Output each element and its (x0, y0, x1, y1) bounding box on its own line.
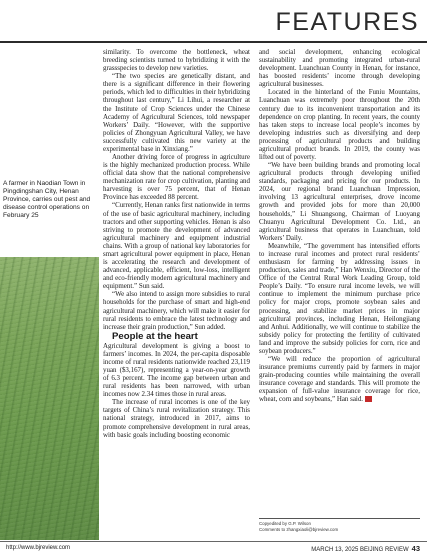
article-column-1 (103, 48, 250, 439)
paragraph: Agricultural development is giving a boost to farmers’ incomes. In 2024, the per-capita disposable income of rural residents nationwide reached 23,119 yuan ($3,167), representing a year-on-year growth of 6.3 percent. The income gap between urban and rural residents has been narrowed, with urban incomes now 2.34 times those in rural areas. (103, 341, 250, 399)
paragraph: Meanwhile, “The government has intensified efforts to increase rural incomes and protect rural residents’ enthusiasm for farming by addressing issues in production, sales and trade,” Han Wenxiu, Director of the Office of the Central Rural Work Leading Group, told People’s Daily. “To ensure rural income levels, we will continue to implement the minimum purchase price policy for major crops, promote soybean sales and processing, and stabilize market prices in major agricultural provinces, including Henan, Heilongjiang and Anhui. Additionally, we will continue to stabilize the subsidy policy for protecting the fertility of cultivated land and improve the subsidy policies for corn, rice and soybean producers.” (259, 241, 420, 355)
issue-label: MARCH 13, 2025 BEIJING REVIEW (311, 547, 409, 553)
footer-issue (311, 544, 420, 553)
paragraph: “Currently, Henan ranks first nationwide in terms of the use of basic agricultural machinery, including tractors and other supporting vehicles. Henan is also striving to promote the development of advanced agricultural machinery and equipment industrial chains. With a group of national key laboratories for smart agricultural power equipment in place, Henan is accelerating the research and development of advanced, applicable, efficient, low-loss, intelligent and eco-friendly modern agricultural machinery and equipment.” Sun said. (103, 201, 250, 291)
end-mark-icon (365, 396, 372, 402)
paragraph-text: “We will reduce the proportion of agricultural insurance premiums currently paid by farmers in major grain-producing counties while maintaining the overall insurance coverage and standards. This will promote the expansion of full-value insurance coverage for rice, wheat, corn and soybeans,” Han said. (259, 354, 420, 404)
paragraph: Another driving force of progress in agriculture is the highly mechanized production process. While official data show that the national comprehensive mechanization rate for crop cultivation, planting and harvesting is over 75 percent, that of Henan Province has exceeded 88 percent. (103, 153, 250, 202)
paragraph (259, 355, 420, 403)
paragraph: The increase of rural incomes is one of the key targets of China’s rural revitalization strategy. This national strategy, introduced in 2017, aims to promote comprehensive development in rural areas, with basic goals including boosting economic (103, 398, 250, 439)
header-rule (0, 41, 427, 43)
wheat-field-photo (0, 257, 99, 540)
paragraph: “The two species are genetically distant, and there is a significant difference in their flowering periods, which led to difficulties in their hybridizing throughout last century,” Li Lihui, a researcher at the Institute of Crop Sciences under the Chinese Academy of Agricultural Sciences, told newspaper Workers’ Daily. “However, with the supportive policies of Zhongyuan Agricultural Valley, we have successfully cultivated this new variety at the experimental base in Xinxiang.” (103, 72, 250, 153)
section-subhead: People at the heart (112, 330, 198, 342)
paragraph: and social development, enhancing ecological sustainability and promoting integrated urban-rural development. Luanchuan County in Henan, for instance, has boosted residents’ income through developing agricultural businesses. (259, 48, 420, 89)
credits (259, 518, 420, 533)
section-label: FEATURES (275, 8, 419, 36)
copyedit-credit: Copyedited by G.P. Wilson (259, 521, 311, 526)
paragraph: Located in the hinterland of the Funiu Mountains, Luanchuan was extremely poor throughout the 20th century due to its inconvenient transportation and its dependence on crop planting. In recent years, the county has taken steps to increase local people’s incomes by developing industries such as diversifying and deep processing of agricultural products and building agricultural product brands. In 2019, the county was lifted out of poverty. (259, 88, 420, 162)
paragraph: “We have been building brands and promoting local agricultural products through developing unified standards, packaging and pricing for our products. In 2024, our regional brand Luanchuan Impression, involving 13 agricultural enterprises, drove income growth and provided jobs for more than 20,000 households,” Li Shuangsong, Chairman of Luoyang Chuanyu Agricultural Development Co. Ltd., an agricultural business that operates in Luanchuan, told Workers’ Daily. (259, 161, 420, 242)
footer-rule (0, 541, 427, 542)
paragraph: “We also intend to assign more subsidies to rural households for the purchase of smart and high-end agricultural machinery, which will make it easier for rural residents to embrace the latest technology and increase their grain production,” Sun added. (103, 290, 250, 331)
photo-caption: A farmer in Naodian Town in Pingdingshan City, Henan Province, carries out pest and disease control operations on February 25 (3, 180, 91, 220)
page-number: 43 (411, 544, 420, 553)
comments-email: Comments to zhangxiaoli@bjreview.com (259, 527, 339, 532)
paragraph: similarity. To overcome the bottleneck, wheat breeding scientists turned to hybridizing it with the grassspecies to develop new varieties. (103, 48, 250, 73)
footer-url[interactable]: http://www.bjreview.com (6, 545, 71, 551)
article-column-2 (259, 48, 420, 403)
